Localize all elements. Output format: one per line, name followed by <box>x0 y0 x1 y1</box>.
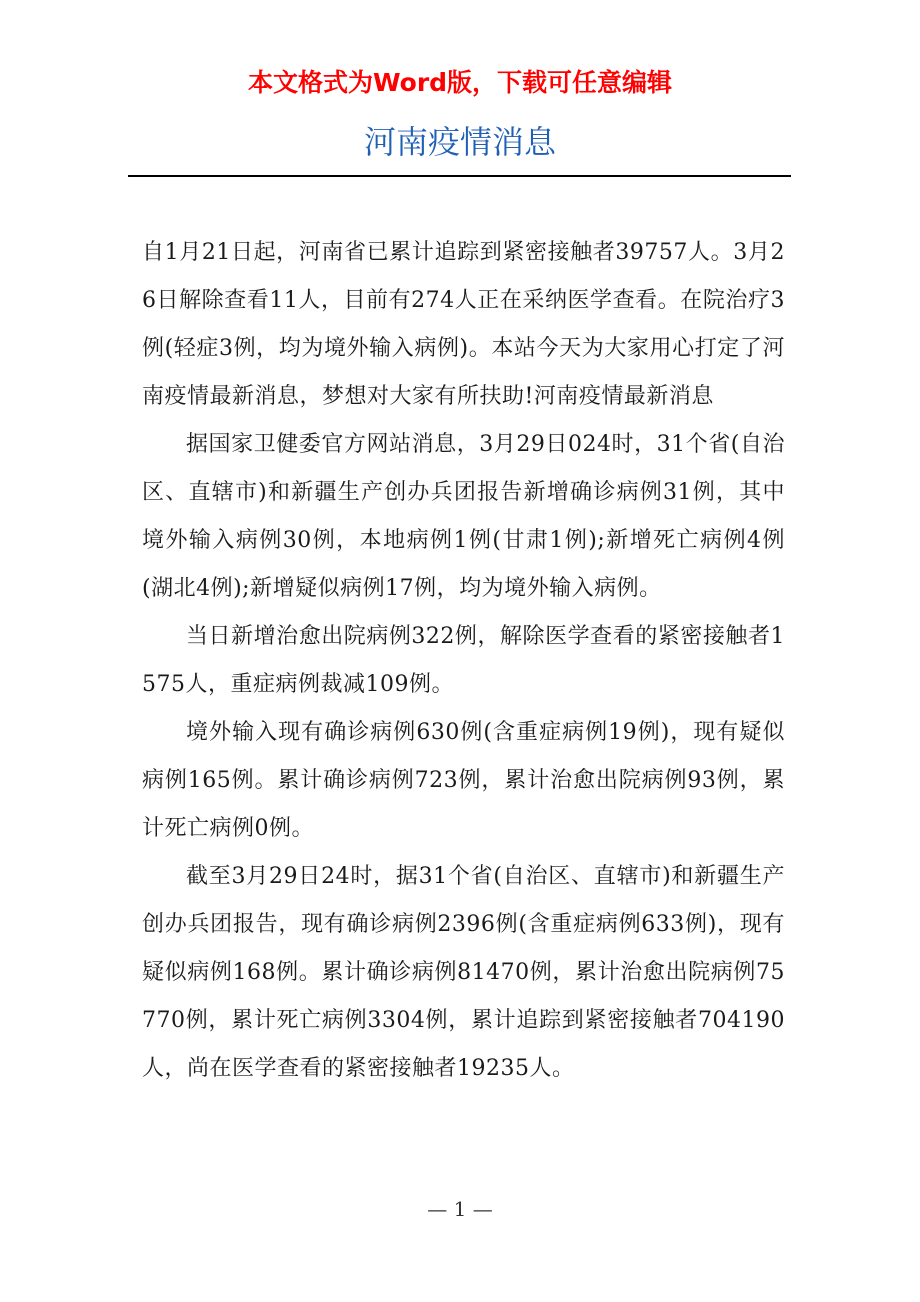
paragraph-cumulative-totals: 截至3月29日24时，据31个省(自治区、直辖市)和新疆生产创办兵团报告，现有确诊病例2396例(含重症病例633例)，现有疑似病例168例。累计确诊病例81470例，累计治愈出院病例75770例，累计死亡病例3304例，累计追踪到紧密接触者704190人，尚在医学查看的紧密接触者19235人。 <box>142 864 785 1081</box>
paragraph-imported-cases: 境外输入现有确诊病例630例(含重症病例19例)，现有疑似病例165例。累计确诊病例723例，累计治愈出院病例93例，累计死亡病例0例。 <box>142 720 785 841</box>
paragraph-recoveries: 当日新增治愈出院病例322例，解除医学查看的紧密接触者1575人，重症病例裁减109例。 <box>142 624 785 697</box>
title-divider <box>128 175 791 177</box>
document-title: 河南疫情消息 <box>363 123 556 161</box>
paragraph-new-cases: 据国家卫健委官方网站消息，3月29日024时，31个省(自治区、直辖市)和新疆生产创办兵团报告新增确诊病例31例，其中境外输入病例30例，本地病例1例(甘肃1例);新增死亡病例4例(湖北4例);新增疑似病例17例，均为境外输入病例。 <box>142 432 785 601</box>
word-format-notice: 本文格式为Word版，下载可任意编辑 <box>247 68 673 97</box>
page-number: — 1 — <box>427 1197 493 1221</box>
paragraph-intro: 自1月21日起，河南省已累计追踪到紧密接触者39757人。3月26日解除查看11人，目前有274人正在采纳医学查看。在院治疗3例(轻症3例，均为境外输入病例)。本站今天为大家用心打定了河南疫情最新消息，梦想对大家有所扶助!河南疫情最新消息 <box>142 240 785 409</box>
document-body <box>142 229 785 1093</box>
